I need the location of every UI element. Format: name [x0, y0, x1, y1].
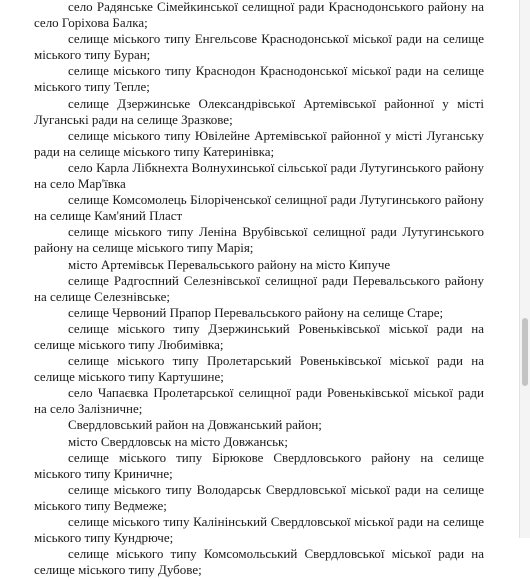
paragraph: селище міського типу Дзержинський Ровеньківської міської ради на селище міського типу Любимівка; [34, 320, 484, 352]
paragraph: селище міського типу Леніна Врубівської селищної ради Лутугинського району на селище міського типу Марія; [34, 224, 484, 256]
vertical-scrollbar[interactable] [519, 0, 530, 538]
paragraph: село Карла Лібкнехта Волнухинської сільської ради Лутугинського району на село Мар'ївка [34, 159, 484, 192]
paragraph: селище міського типу Калінінський Свердловської міської ради на селище міського типу Кундрюче; [34, 514, 484, 546]
paragraph: місто Свердловськ на місто Довжанськ; [68, 433, 288, 449]
paragraph: місто Артемівськ Перевальського району на місто Кипуче [68, 256, 391, 272]
paragraph: село Радянське Сімейкинської селищної ради Краснодонського району на село Горіхова Балка; [34, 0, 484, 31]
paragraph: селище міського типу Пролетарський Ровеньківської міської ради на селище міського типу Картушине; [34, 353, 484, 385]
paragraph: селище Радгоспний Селезнівської селищної ради Перевальського району на селище Селезнівське; [34, 272, 484, 304]
paragraph: селище міського типу Комсомольський Свердловської міської ради на селище міського типу Дубове; [34, 546, 484, 578]
paragraph: селище міського типу Енгельсове Краснодонської міської ради на селище міського типу Буран; [34, 31, 484, 63]
paragraph: Свердловський район на Довжанський район; [68, 417, 322, 433]
paragraph: селище міського типу Бірюкове Свердловського району на селище міського типу Криничне; [34, 449, 484, 481]
paragraph: село Чапаєвка Пролетарської селищної ради Ровеньківської міської ради на село Залізничне; [34, 385, 484, 417]
paragraph: селище Червоний Прапор Перевальського району на селище Старе; [68, 304, 444, 320]
paragraph: селище міського типу Ювілейне Артемівської районної у місті Луганську ради на селище міського типу Катеринівка; [34, 127, 484, 159]
paragraph: селище міського типу Володарськ Свердловської міської ради на селище міського типу Ведмеже; [34, 481, 484, 513]
paragraph: селище міського типу Краснодон Краснодонської міської ради на селище міського типу Тепле; [34, 63, 484, 95]
paragraph: селище Дзержинське Олександрівської Артемівської районної у місті Луганські ради на селище Зразкове; [34, 95, 484, 127]
paragraph: селище Комсомолець Білоріченської селищної ради Лутугинського району на селище Кам'яний Пласт [34, 192, 484, 224]
scrollbar-thumb[interactable] [522, 318, 528, 386]
document-text [34, 0, 484, 578]
